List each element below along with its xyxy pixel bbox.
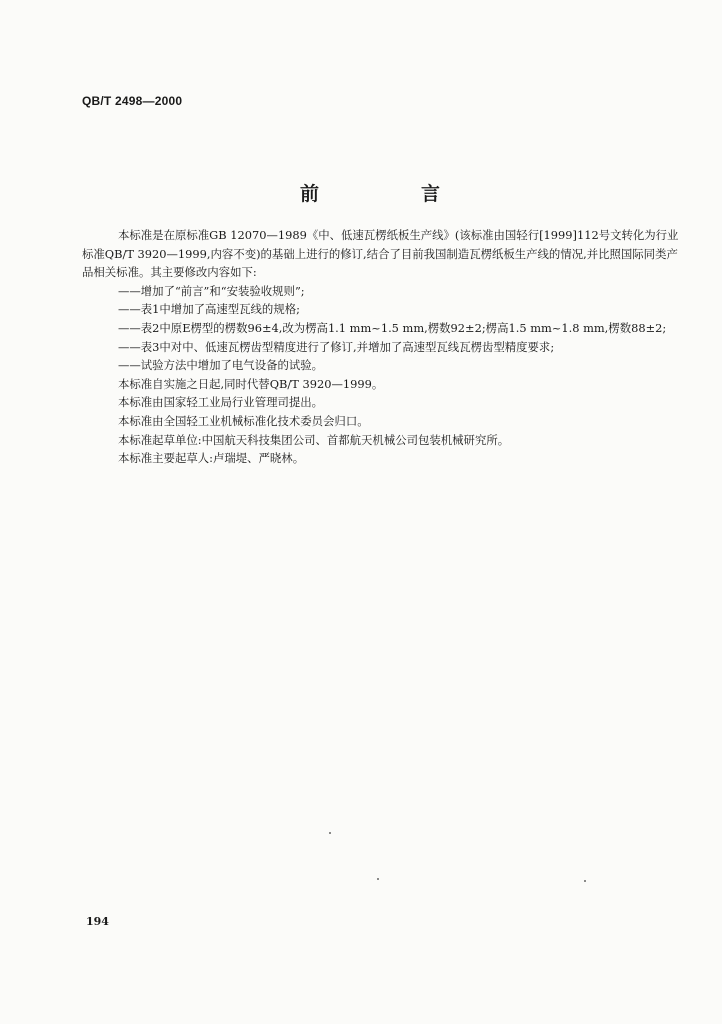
committee-statement: 本标准由全国轻工业机械标准化技术委员会归口。 <box>118 413 369 428</box>
drafting-unit-statement: 本标准起草单位:中国航天科技集团公司、首都航天机械公司包装机械研究所。 <box>118 432 510 447</box>
change-item: ——表2中原E楞型的楞数96±4,改为楞高1.1 mm~1.5 mm,楞数92±2;楞高1.5 mm~1.8 mm,楞数88±2; <box>118 320 667 335</box>
page-number: 194 <box>86 915 109 928</box>
standard-number: QB/T 2498—2000 <box>82 94 183 108</box>
foreword-body <box>82 226 688 468</box>
proposer-statement: 本标准由国家轻工业局行业管理司提出。 <box>118 395 324 410</box>
foreword-intro-paragraph: 本标准是在原标准GB 12070—1989《中、低速瓦楞纸板生产线》(该标准由国轻行[1999]112号文转化为行业标准QB/T 3920—1999,内容不变)的基础上进行的修订,结合了目前我国制造瓦楞纸板生产线的情况,并比照国际同类产品相关标准。其主要修改内容如下: <box>82 228 679 280</box>
scan-speck <box>377 878 379 880</box>
change-item: ——表1中增加了高速型瓦线的规格; <box>118 302 300 317</box>
drafters-statement: 本标准主要起草人:卢瑞堤、严晓林。 <box>118 451 305 466</box>
change-item: ——试验方法中增加了电气设备的试验。 <box>118 358 324 373</box>
title-char-1: 前 <box>300 183 320 205</box>
change-item: ——增加了“前言”和“安装验收规则”; <box>118 283 305 298</box>
page-title <box>300 179 440 206</box>
scan-speck <box>584 880 586 882</box>
effective-date-statement: 本标准自实施之日起,同时代替QB/T 3920—1999。 <box>118 376 384 391</box>
scan-speck <box>329 832 331 834</box>
title-char-2: 言 <box>420 183 440 205</box>
change-item: ——表3中对中、低速瓦楞齿型精度进行了修订,并增加了高速型瓦线瓦楞齿型精度要求; <box>118 339 555 354</box>
